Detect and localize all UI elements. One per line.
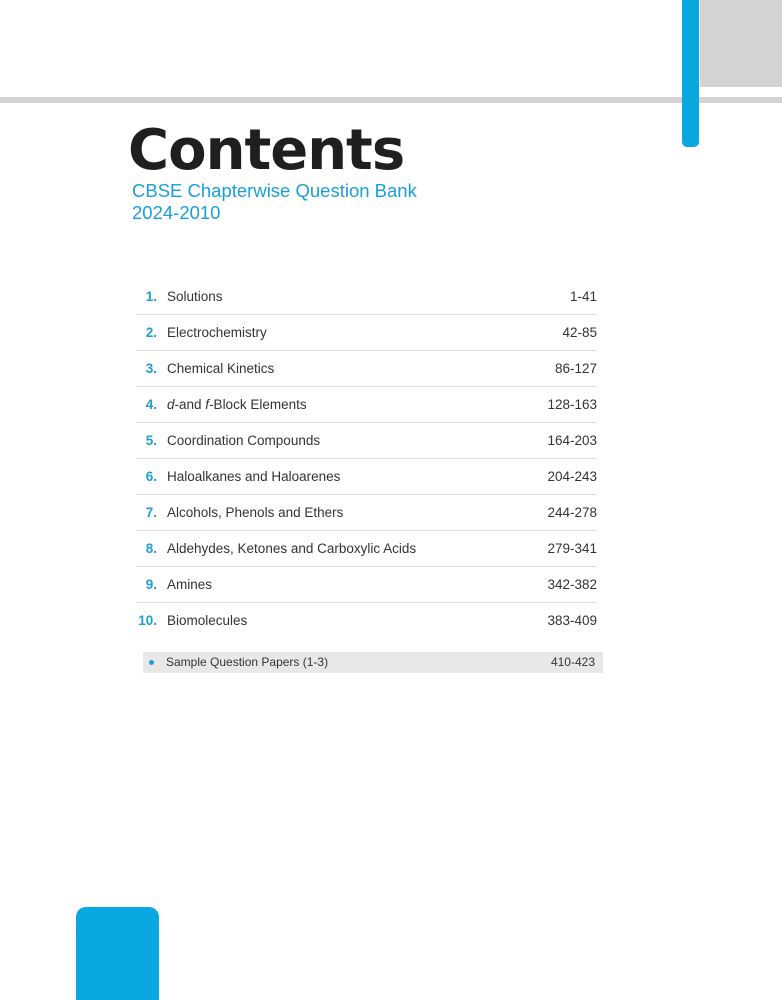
toc-row[interactable] [137, 567, 597, 603]
corner-grey-block [700, 0, 782, 87]
table-of-contents [137, 279, 597, 638]
chapter-title: Solutions [167, 289, 223, 304]
chapter-pages: 279-341 [547, 541, 597, 556]
page-title: Contents [128, 118, 405, 183]
subtitle-line-1: CBSE Chapterwise Question Bank [132, 180, 417, 201]
bullet-icon [149, 660, 154, 665]
page-corner-tab [76, 907, 159, 1000]
chapter-title: Electrochemistry [167, 325, 267, 340]
chapter-pages: 86-127 [554, 361, 597, 376]
sample-papers-row[interactable] [143, 652, 603, 673]
chapter-number: 4. [145, 397, 157, 412]
chapter-title: Aldehydes, Ketones and Carboxylic Acids [167, 541, 417, 556]
chapter-number: 10. [138, 613, 157, 628]
chapter-title: Biomolecules [167, 613, 248, 628]
title-end: -Block Elements [209, 397, 307, 412]
chapter-title: Coordination Compounds [167, 433, 321, 448]
toc-row[interactable] [137, 459, 597, 495]
subtitle-line-2: 2024-2010 [132, 202, 221, 223]
chapter-number: 2. [145, 325, 157, 340]
toc-row[interactable] [137, 387, 597, 423]
title-connector: -and [174, 397, 206, 412]
toc-row[interactable] [137, 531, 597, 567]
toc-row[interactable] [137, 351, 597, 387]
chapter-number: 5. [145, 433, 157, 448]
chapter-pages: 383-409 [547, 613, 597, 628]
chapter-title: Chemical Kinetics [167, 361, 275, 376]
chapter-pages: 244-278 [547, 505, 597, 520]
book-subtitle [132, 180, 552, 224]
chapter-number: 9. [145, 577, 157, 592]
chapter-pages: 342-382 [547, 577, 597, 592]
chapter-number: 6. [145, 469, 157, 484]
chapter-number: 8. [145, 541, 157, 556]
sample-papers-pages: 410-423 [550, 655, 595, 669]
chapter-title: Haloalkanes and Haloarenes [167, 469, 341, 484]
chapter-title: Amines [167, 577, 213, 592]
toc-row[interactable] [137, 603, 597, 638]
toc-row[interactable] [137, 423, 597, 459]
toc-row[interactable] [137, 279, 597, 315]
top-rule [0, 97, 782, 103]
chapter-pages: 204-243 [547, 469, 597, 484]
chapter-tab-marker [682, 0, 699, 147]
chapter-title: Alcohols, Phenols and Ethers [167, 505, 344, 520]
chapter-pages: 128-163 [547, 397, 597, 412]
chapter-pages: 42-85 [562, 325, 597, 340]
chapter-pages: 1-41 [569, 289, 597, 304]
sample-papers-title: Sample Question Papers (1-3) [166, 655, 329, 669]
toc-row[interactable] [137, 495, 597, 531]
f-block-italic: f [205, 397, 210, 412]
chapter-number: 1. [145, 289, 157, 304]
chapter-pages: 164-203 [547, 433, 597, 448]
chapter-number: 3. [145, 361, 157, 376]
chapter-title [167, 397, 307, 412]
chapter-number: 7. [145, 505, 157, 520]
toc-row[interactable] [137, 315, 597, 351]
d-block-italic: d [167, 397, 175, 412]
